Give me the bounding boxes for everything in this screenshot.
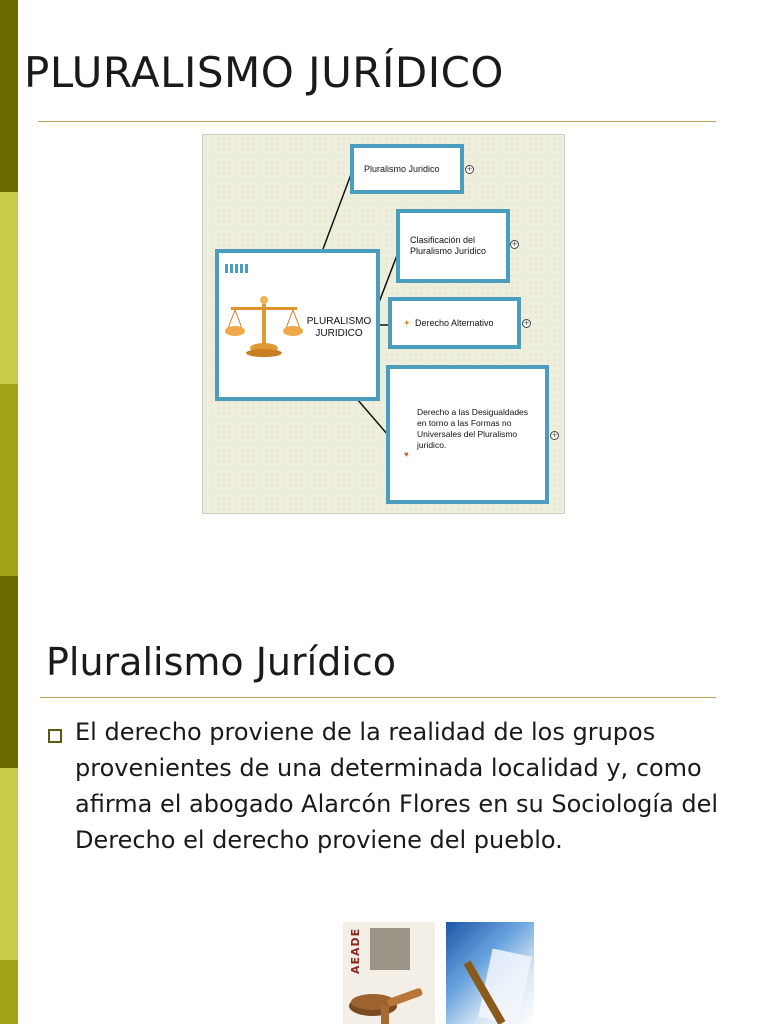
slide1-title: PLURALISMO JURÍDICO — [24, 48, 504, 97]
mind-map — [202, 134, 565, 514]
title-divider — [40, 697, 716, 698]
node-label: Derecho Alternativo — [415, 318, 494, 328]
pen-icon — [446, 922, 534, 1024]
decorative-sidebar — [0, 0, 18, 1024]
bullet-icon — [48, 729, 62, 743]
expand-icon[interactable]: + — [551, 431, 558, 439]
bullet-text: El derecho proviene de la realidad de los grupos provenientes de una determinada localidad y, como afirma el abogado Alarcón Flores en su Sociología del Derecho el derecho proviene del pueblo. — [75, 718, 719, 854]
sidebar-block — [0, 960, 18, 1024]
toolbar-icon — [225, 264, 248, 276]
title-divider — [38, 121, 716, 122]
expand-icon[interactable]: + — [523, 319, 530, 327]
expand-icon[interactable]: + — [511, 240, 518, 248]
node-label: Pluralismo Juridico — [364, 164, 440, 174]
sidebar-block — [0, 384, 18, 576]
logo-block — [370, 928, 410, 970]
central-node-label: PLURALISMO JURIDICO — [306, 316, 372, 339]
logo-text: AEADE — [349, 927, 362, 974]
node-clasificacion[interactable] — [396, 209, 510, 283]
node-derecho-desigualdades[interactable] — [386, 365, 549, 504]
node-pluralismo-juridico[interactable] — [350, 144, 464, 194]
slide2-title: Pluralismo Jurídico — [46, 640, 397, 684]
pen-document-photo — [446, 922, 534, 1024]
alternative-law-icon: ✦ — [403, 318, 411, 328]
gavel-icon — [343, 966, 435, 1024]
node-derecho-alternativo[interactable] — [388, 297, 521, 349]
sidebar-block — [0, 192, 18, 384]
expand-icon[interactable]: + — [466, 165, 473, 173]
node-label: Clasificación del Pluralismo Jurídico — [410, 235, 487, 256]
sidebar-block — [0, 768, 18, 960]
heart-icon: ♥ — [404, 450, 409, 459]
sidebar-block — [0, 576, 18, 768]
node-label: Derecho a las Desigualdades en torno a las Formas no Universales del Pluralismo juridico. — [417, 407, 529, 450]
central-node[interactable] — [215, 249, 380, 401]
sidebar-block — [0, 0, 18, 192]
scales-of-justice-icon — [225, 295, 303, 357]
gavel-photo — [343, 922, 435, 1024]
